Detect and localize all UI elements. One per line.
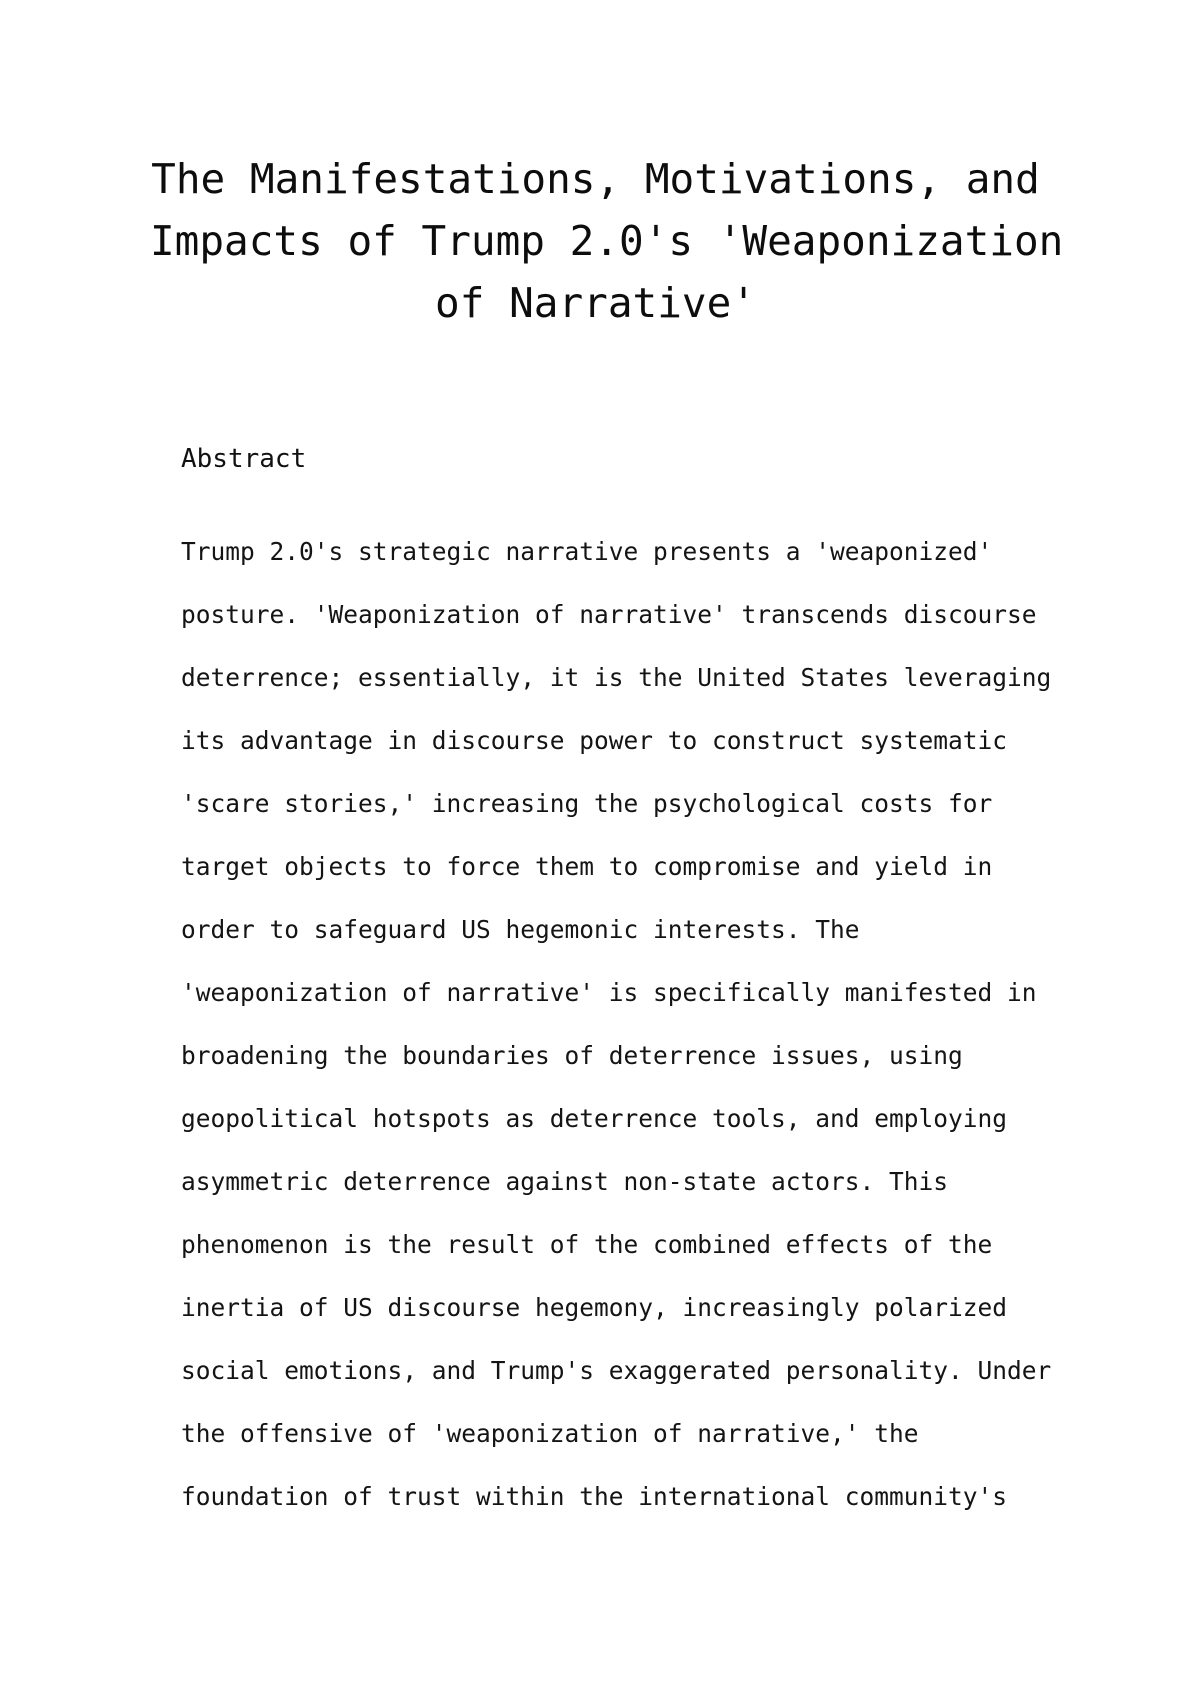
- abstract-line: deterrence; essentially, it is the United States leveraging: [181, 663, 1052, 692]
- abstract-line: 'weaponization of narrative' is specifically manifested in: [181, 978, 1037, 1007]
- title-line-2: Impacts of Trump 2.0's 'Weaponization: [150, 217, 1064, 265]
- abstract-line: geopolitical hotspots as deterrence tools, and employing: [181, 1104, 1008, 1133]
- abstract-line: foundation of trust within the international community's: [181, 1482, 1008, 1511]
- abstract-line: the offensive of 'weaponization of narrative,' the: [181, 1419, 919, 1448]
- abstract-line: broadening the boundaries of deterrence issues, using: [181, 1041, 963, 1070]
- abstract-body: [181, 520, 1061, 1528]
- abstract-line: posture. 'Weaponization of narrative' transcends discourse: [181, 600, 1037, 629]
- document-title: [150, 148, 1064, 334]
- abstract-line: its advantage in discourse power to construct systematic: [181, 726, 1008, 755]
- abstract-line: 'scare stories,' increasing the psychological costs for: [181, 789, 993, 818]
- abstract-line: order to safeguard US hegemonic interests. The: [181, 915, 860, 944]
- abstract-heading: Abstract: [181, 444, 307, 474]
- abstract-line: phenomenon is the result of the combined effects of the: [181, 1230, 993, 1259]
- title-line-3: of Narrative': [435, 279, 756, 327]
- abstract-line: asymmetric deterrence against non-state actors. This: [181, 1167, 949, 1196]
- abstract-line: social emotions, and Trump's exaggerated personality. Under: [181, 1356, 1052, 1385]
- abstract-line: inertia of US discourse hegemony, increasingly polarized: [181, 1293, 1008, 1322]
- title-line-1: The Manifestations, Motivations, and: [151, 155, 1040, 203]
- abstract-line: target objects to force them to compromise and yield in: [181, 852, 993, 881]
- abstract-line: Trump 2.0's strategic narrative presents a 'weaponized': [181, 537, 993, 566]
